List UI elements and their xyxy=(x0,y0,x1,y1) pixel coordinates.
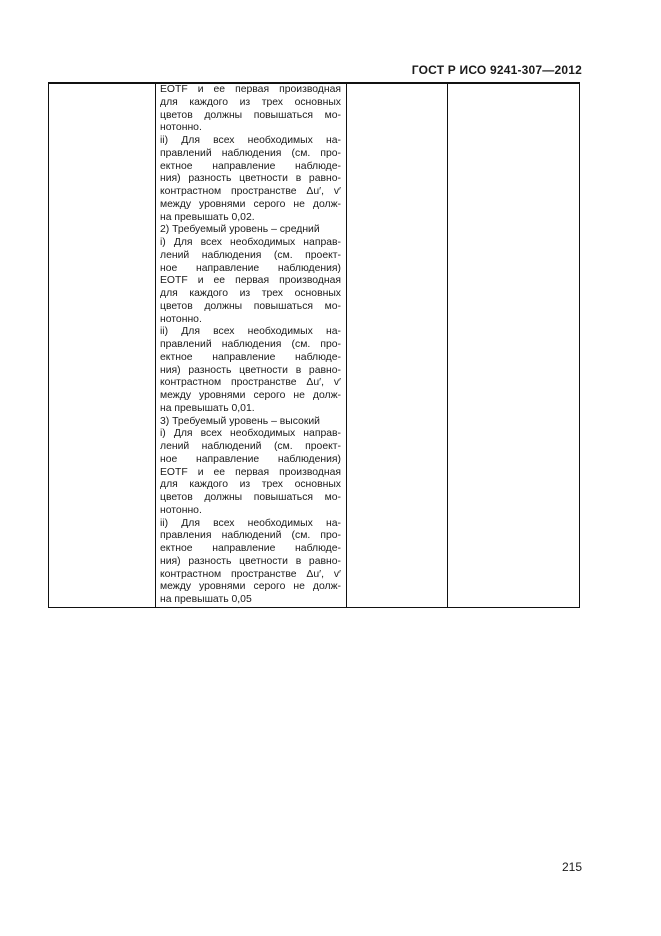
text-line: 2) Требуемый уровень – средний xyxy=(160,224,320,236)
text-line: ектное направление наблюде- xyxy=(160,543,341,554)
text-line: для каждого из трех основных xyxy=(160,96,341,108)
text-line: контрастном пространстве Δu′, v′ xyxy=(160,568,341,580)
text-line: цветов должны повышаться мо- xyxy=(160,109,341,121)
text-line: контрастном пространстве Δu′, v′ xyxy=(160,377,341,389)
text-line: лений наблюдений (см. проект- xyxy=(160,441,341,452)
text-line: ния) разность цветности в равно- xyxy=(160,555,341,567)
text-line: на превышать 0,01. xyxy=(160,402,255,414)
text-line: ния) разность цветности в равно- xyxy=(160,173,341,185)
text-line: EOTF и ее первая производная xyxy=(160,466,341,478)
text-line: лений наблюдения (см. проект- xyxy=(160,249,341,261)
text-line: для каждого из трех основных xyxy=(160,479,341,491)
text-line: i) Для всех необходимых направ- xyxy=(160,237,341,248)
text-line: ния) разность цветности в равно- xyxy=(160,364,341,376)
text-line: EOTF и ее первая производная xyxy=(160,275,341,287)
text-line: между уровнями серого не долж- xyxy=(160,198,341,210)
requirement-text-cell xyxy=(160,84,341,607)
table-column-2 xyxy=(155,84,347,607)
text-line: ii) Для всех необходимых на- xyxy=(160,326,341,338)
text-line: цветов должны повышаться мо- xyxy=(160,300,341,312)
text-line: ное направление наблюдения) xyxy=(160,262,341,274)
table-column-4 xyxy=(447,84,579,607)
text-line: нотонно. xyxy=(160,504,202,516)
page-number: 215 xyxy=(561,860,582,874)
requirements-table xyxy=(48,82,580,608)
text-line: i) Для всех необходимых направ- xyxy=(160,428,341,440)
document-header: ГОСТ Р ИСО 9241-307—2012 xyxy=(411,63,582,77)
text-line: цветов должны повышаться мо- xyxy=(160,492,341,503)
text-line: ектное направление наблюде- xyxy=(160,160,341,172)
text-line: между уровнями серого не долж- xyxy=(160,390,341,401)
text-line: нотонно. xyxy=(160,313,202,325)
text-line: EOTF и ее первая производная xyxy=(160,84,341,95)
table-column-1 xyxy=(49,84,156,607)
text-line: на превышать 0,02. xyxy=(160,211,255,223)
text-line: ектное направление наблюде- xyxy=(160,351,341,363)
text-line: правления наблюдений (см. про- xyxy=(160,530,341,542)
text-line: контрастном пространстве Δu′, v′ xyxy=(160,186,341,197)
text-line: между уровнями серого не долж- xyxy=(160,581,341,593)
text-line: ное направление наблюдения) xyxy=(160,453,341,465)
text-line: ii) Для всех необходимых на- xyxy=(160,135,341,146)
text-line: на превышать 0,05 xyxy=(160,594,252,605)
text-line: нотонно. xyxy=(160,122,202,134)
text-line: для каждого из трех основных xyxy=(160,288,341,299)
text-line: правлений наблюдения (см. про- xyxy=(160,339,341,350)
text-line: правлений наблюдения (см. про- xyxy=(160,147,341,159)
text-line: ii) Для всех необходимых на- xyxy=(160,517,341,529)
table-column-3 xyxy=(346,84,448,607)
text-line: 3) Требуемый уровень – высокий xyxy=(160,415,320,427)
